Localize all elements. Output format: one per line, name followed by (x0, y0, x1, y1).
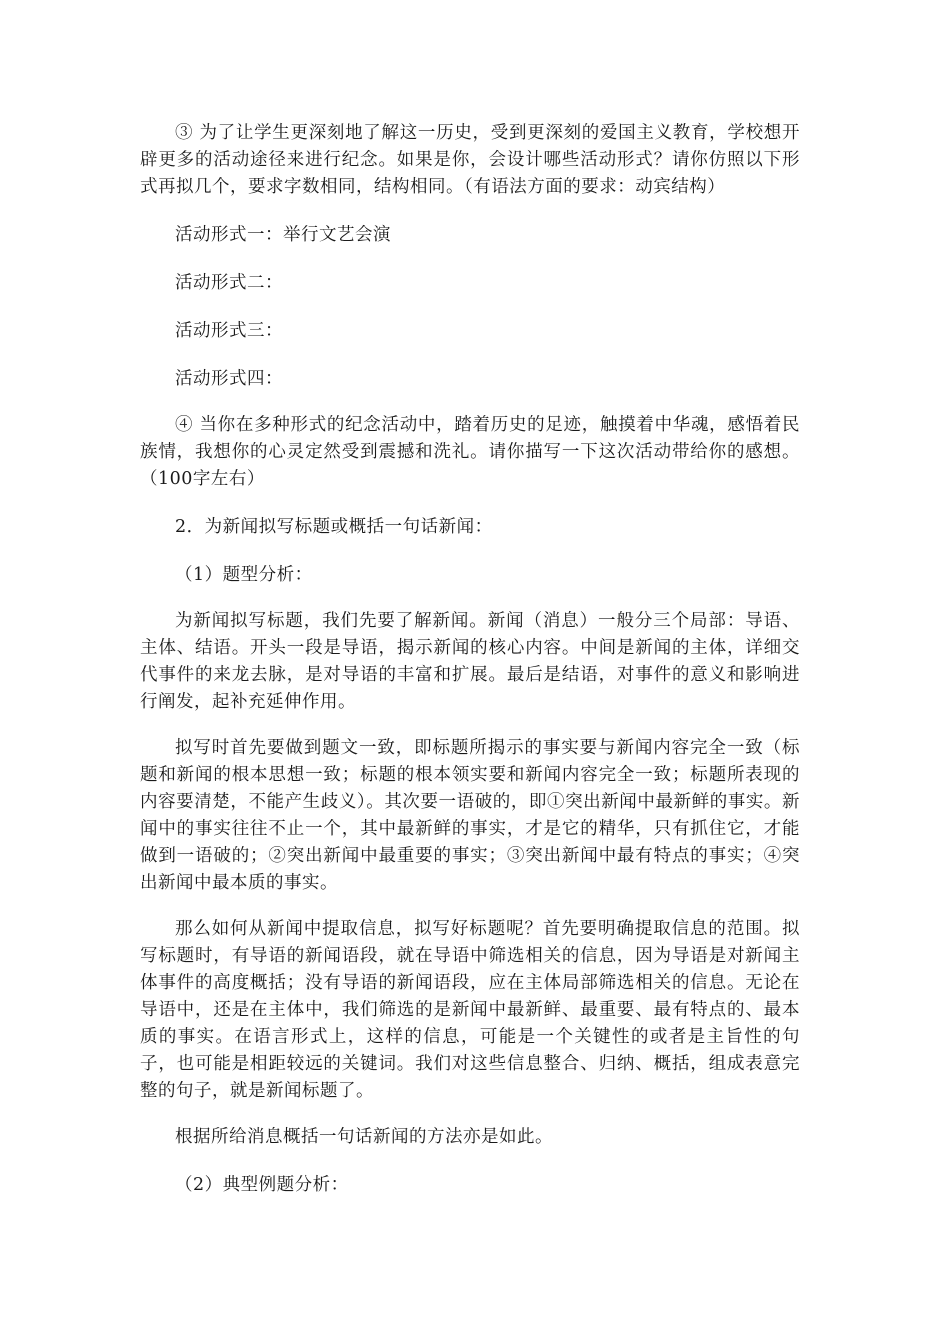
news-structure-paragraph: 为新闻拟写标题，我们先要了解新闻。新闻（消息）一般分三个局部：导语、主体、结语。开头一段是导语，揭示新闻的核心内容。中间是新闻的主体，详细交代事件的来龙去脉，是对导语的丰富和扩展。最后是结语，对事件的意义和影响进行阐发，起补充延伸作用。 (140, 611, 800, 712)
activity-form-3: 活动形式三： (175, 321, 283, 341)
question-4-paragraph: ④ 当你在多种形式的纪念活动中，踏着历史的足迹，触摸着中华魂，感悟着民族情，我想你的心灵定然受到震撼和洗礼。请你描写一下这次活动带给你的感想。（100字左右） (140, 415, 800, 489)
question-3-paragraph: ③ 为了让学生更深刻地了解这一历史，受到更深刻的爱国主义教育，学校想开辟更多的活动途径来进行纪念。如果是你，会设计哪些活动形式？请你仿照以下形式再拟几个，要求字数相同，结构相同。（有语法方面的要求：动宾结构） (140, 123, 800, 197)
document-page (140, 120, 800, 1199)
subsection-2-heading: （2）典型例题分析： (175, 1175, 349, 1195)
one-sentence-news-paragraph: 根据所给消息概括一句话新闻的方法亦是如此。 (175, 1127, 553, 1147)
activity-form-4: 活动形式四： (175, 369, 283, 389)
activity-form-1: 活动形式一：举行文艺会演 (175, 225, 391, 245)
title-writing-paragraph: 拟写时首先要做到题文一致，即标题所揭示的事实要与新闻内容完全一致（标题和新闻的根本思想一致；标题的根本领实要和新闻内容完全一致；标题所表现的内容要清楚，不能产生歧义）。其次要一语破的，即①突出新闻中最新鲜的事实。新闻中的事实往往不止一个，其中最新鲜的事实，才是它的精华，只有抓住它，才能做到一语破的；②突出新闻中最重要的事实；③突出新闻中最有特点的事实；④突出新闻中最本质的事实。 (140, 738, 800, 893)
activity-form-2: 活动形式二： (175, 273, 283, 293)
section-2-heading: 2．为新闻拟写标题或概括一句话新闻： (175, 517, 493, 537)
subsection-1-heading: （1）题型分析： (175, 565, 313, 585)
information-extraction-paragraph: 那么如何从新闻中提取信息，拟写好标题呢？首先要明确提取信息的范围。拟写标题时，有导语的新闻语段，就在导语中筛选相关的信息，因为导语是对新闻主体事件的高度概括；没有导语的新闻语段，应在主体局部筛选相关的信息。无论在导语中，还是在主体中，我们筛选的是新闻中最新鲜、最重要、最有特点的、最本质的事实。在语言形式上，这样的信息，可能是一个关键性的或者是主旨性的句子，也可能是相距较远的关键词。我们对这些信息整合、归纳、概括，组成表意完整的句子，就是新闻标题了。 (140, 919, 800, 1101)
